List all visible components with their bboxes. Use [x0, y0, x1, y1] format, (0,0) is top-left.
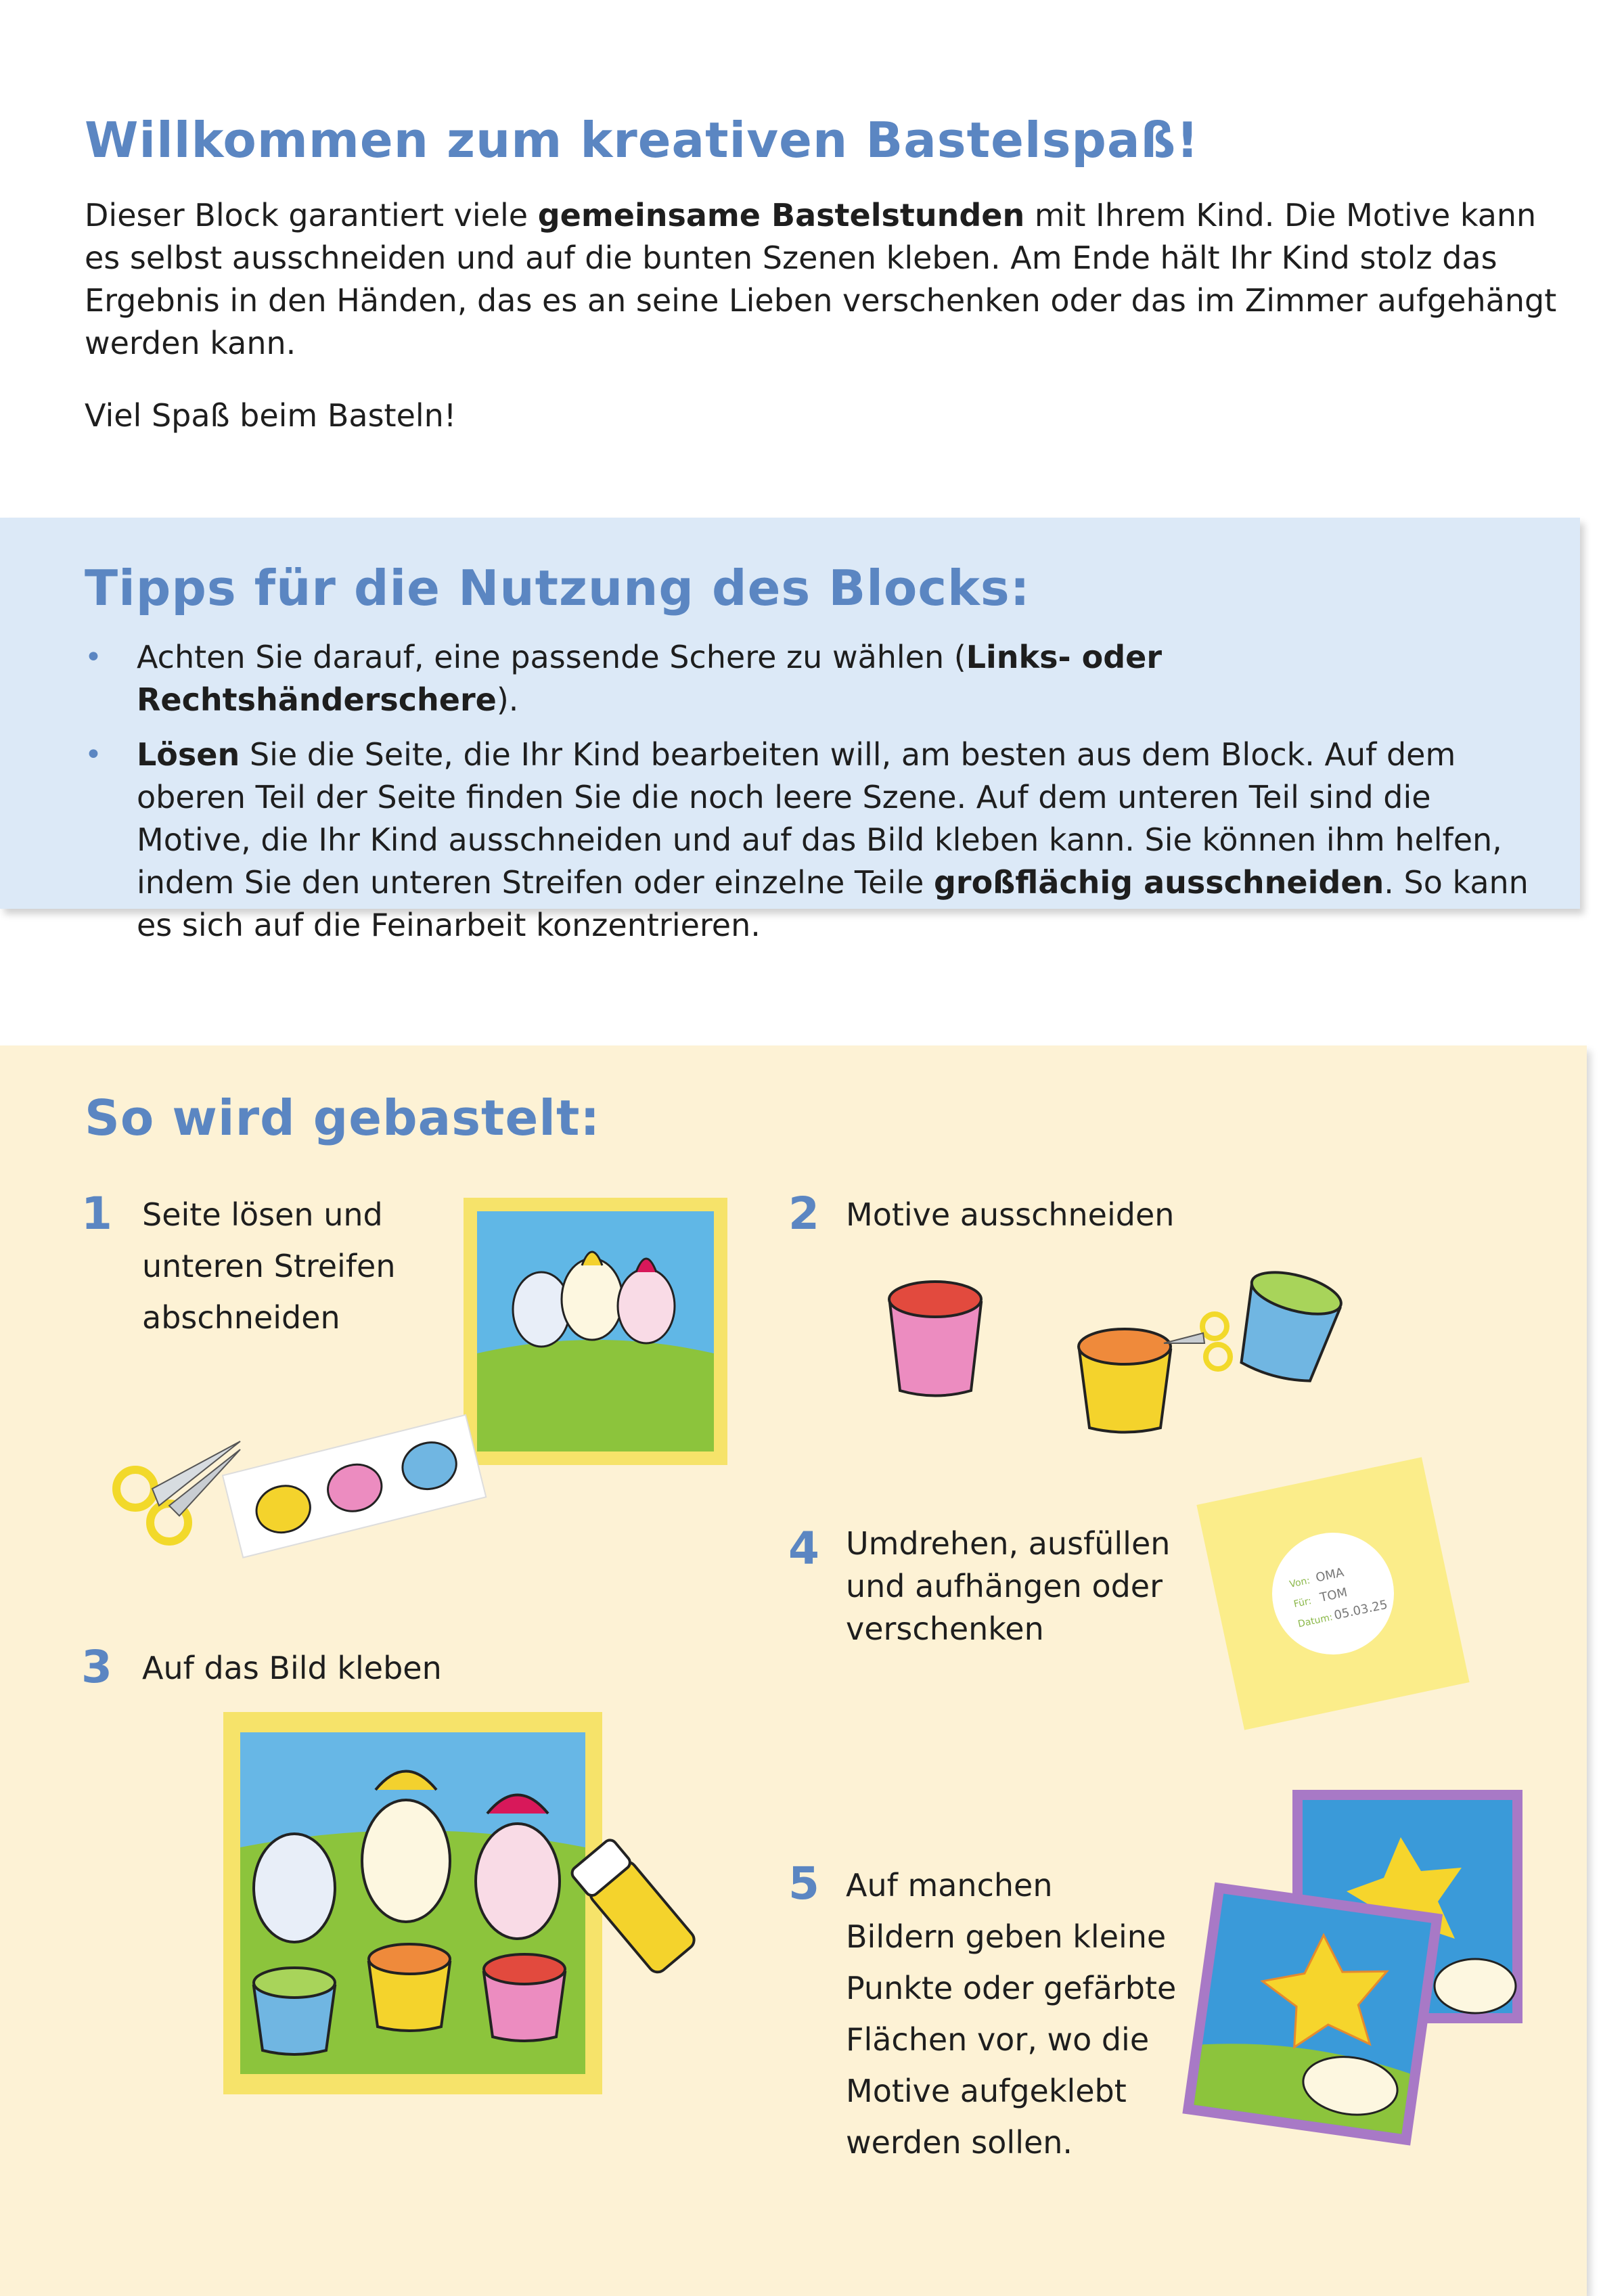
unicorn-icon: [254, 1834, 335, 1942]
scissors-icon: [116, 1441, 240, 1541]
intro-closing: Viel Spaß beim Basteln!: [85, 397, 457, 434]
cut-strip: [223, 1415, 486, 1558]
tip2-text-b: . So kann es sich auf die Feinarbeit konzentrieren.: [137, 864, 1529, 943]
tip-item-detach: [85, 734, 1539, 947]
card-for-label: Für:: [1292, 1596, 1313, 1611]
tip2-text-bold-b: großflächig ausschneiden: [933, 864, 1384, 901]
tip-item-scissors: [85, 636, 1539, 721]
card-date-label: Datum:: [1296, 1612, 1334, 1630]
card-for-value: TOM: [1318, 1585, 1349, 1605]
intro-text-b: mit Ihrem Kind. Die Motive kann es selbst ausschneiden und auf die bunten Szenen kleben. Am Ende hält Ihr Kind stolz das Ergebnis in den Händen, das es an seine Lieben verschenken oder das im Zimmer aufgehängt werden kann.: [85, 197, 1557, 361]
example-picture-front: [1182, 1883, 1443, 2146]
step-3-line: Auf das Bild kleben: [142, 1650, 442, 1686]
intro-text-bold: gemeinsame Bastelstunden: [537, 197, 1025, 233]
scissors-icon: [1164, 1314, 1230, 1369]
intro-text-a: Dieser Block garantiert viele: [85, 197, 538, 233]
step-2-illustration: [880, 1262, 1394, 1438]
bucket-icon: [369, 1944, 450, 2031]
card-from-label: Von:: [1288, 1575, 1311, 1590]
step-2-number: 2: [788, 1188, 819, 1240]
step-5-line: Motive aufgeklebt: [846, 2073, 1127, 2109]
step-5-text: [846, 1860, 1176, 2168]
step-4-line: Umdrehen, ausfüllen: [846, 1525, 1171, 1562]
bucket-icon: [484, 1954, 565, 2041]
step-3-number: 3: [81, 1641, 112, 1693]
step-1-line: Seite lösen und: [142, 1196, 383, 1233]
tip2-text-bold-a: Lösen: [137, 736, 240, 773]
step-5-line: Flächen vor, wo die: [846, 2021, 1150, 2058]
step-5-line: Auf manchen: [846, 1867, 1053, 1904]
bucket-icon: [254, 1968, 335, 2054]
step-5-line: Punkte oder gefärbte: [846, 1970, 1177, 2006]
step-5-line: Bildern geben kleine: [846, 1918, 1167, 1955]
step-3-text: [142, 1642, 442, 1694]
bucket-icon: [1079, 1329, 1171, 1433]
step-2-line: Motive ausschneiden: [846, 1196, 1175, 1233]
step-3-illustration: [223, 1712, 697, 2098]
tip1-text-bold: Links- oder Rechtshänderschere: [137, 639, 1163, 718]
step-1-number: 1: [81, 1188, 112, 1240]
card-from-value: OMA: [1314, 1565, 1345, 1585]
tip2-text-a: Sie die Seite, die Ihr Kind bearbeiten will, am besten aus dem Block. Auf dem oberen Teil der Seite finden Sie die noch leere Szene. Auf dem unteren Teil sind die Motive, die Ihr Kind ausschneiden und auf das Bild kleben kann. Sie können ihm helfen, indem Sie den unteren Streifen oder einzelne Teile: [137, 736, 1502, 901]
bucket-icon: [1230, 1264, 1345, 1388]
step-4-illustration: [1191, 1451, 1475, 1736]
step-4-line: verschenken: [846, 1611, 1044, 1647]
tips-title: Tipps für die Nutzung des Blocks:: [85, 560, 1031, 616]
tips-list: [85, 636, 1539, 959]
step-4-text: [846, 1523, 1170, 1650]
step-5-line: werden sollen.: [846, 2124, 1073, 2161]
step-2-text: [846, 1189, 1174, 1240]
step-1-line: abschneiden: [142, 1299, 340, 1336]
step-1-illustration: [95, 1198, 744, 1590]
step-4-number: 4: [788, 1523, 819, 1575]
step-1-line: unteren Streifen: [142, 1248, 396, 1284]
intro-paragraph: [85, 194, 1560, 365]
step-4-line: und aufhängen oder: [846, 1568, 1163, 1604]
scene-picture: [464, 1198, 727, 1465]
tips-box: [0, 518, 1580, 943]
step-5-number: 5: [788, 1858, 819, 1910]
intro-section: [85, 112, 1560, 437]
bucket-icon: [889, 1282, 981, 1396]
steps-section: [0, 1045, 1587, 2296]
steps-title: So wird gebastelt:: [85, 1089, 601, 1146]
tip1-text-b: ).: [496, 681, 519, 718]
step-5-illustration: [1177, 1790, 1543, 2176]
card-date-value: 05.03.25: [1332, 1597, 1389, 1623]
intro-title: Willkommen zum kreativen Bastelspaß!: [85, 112, 1200, 168]
tip1-text-a: Achten Sie darauf, eine passende Schere zu wählen (: [137, 639, 966, 675]
